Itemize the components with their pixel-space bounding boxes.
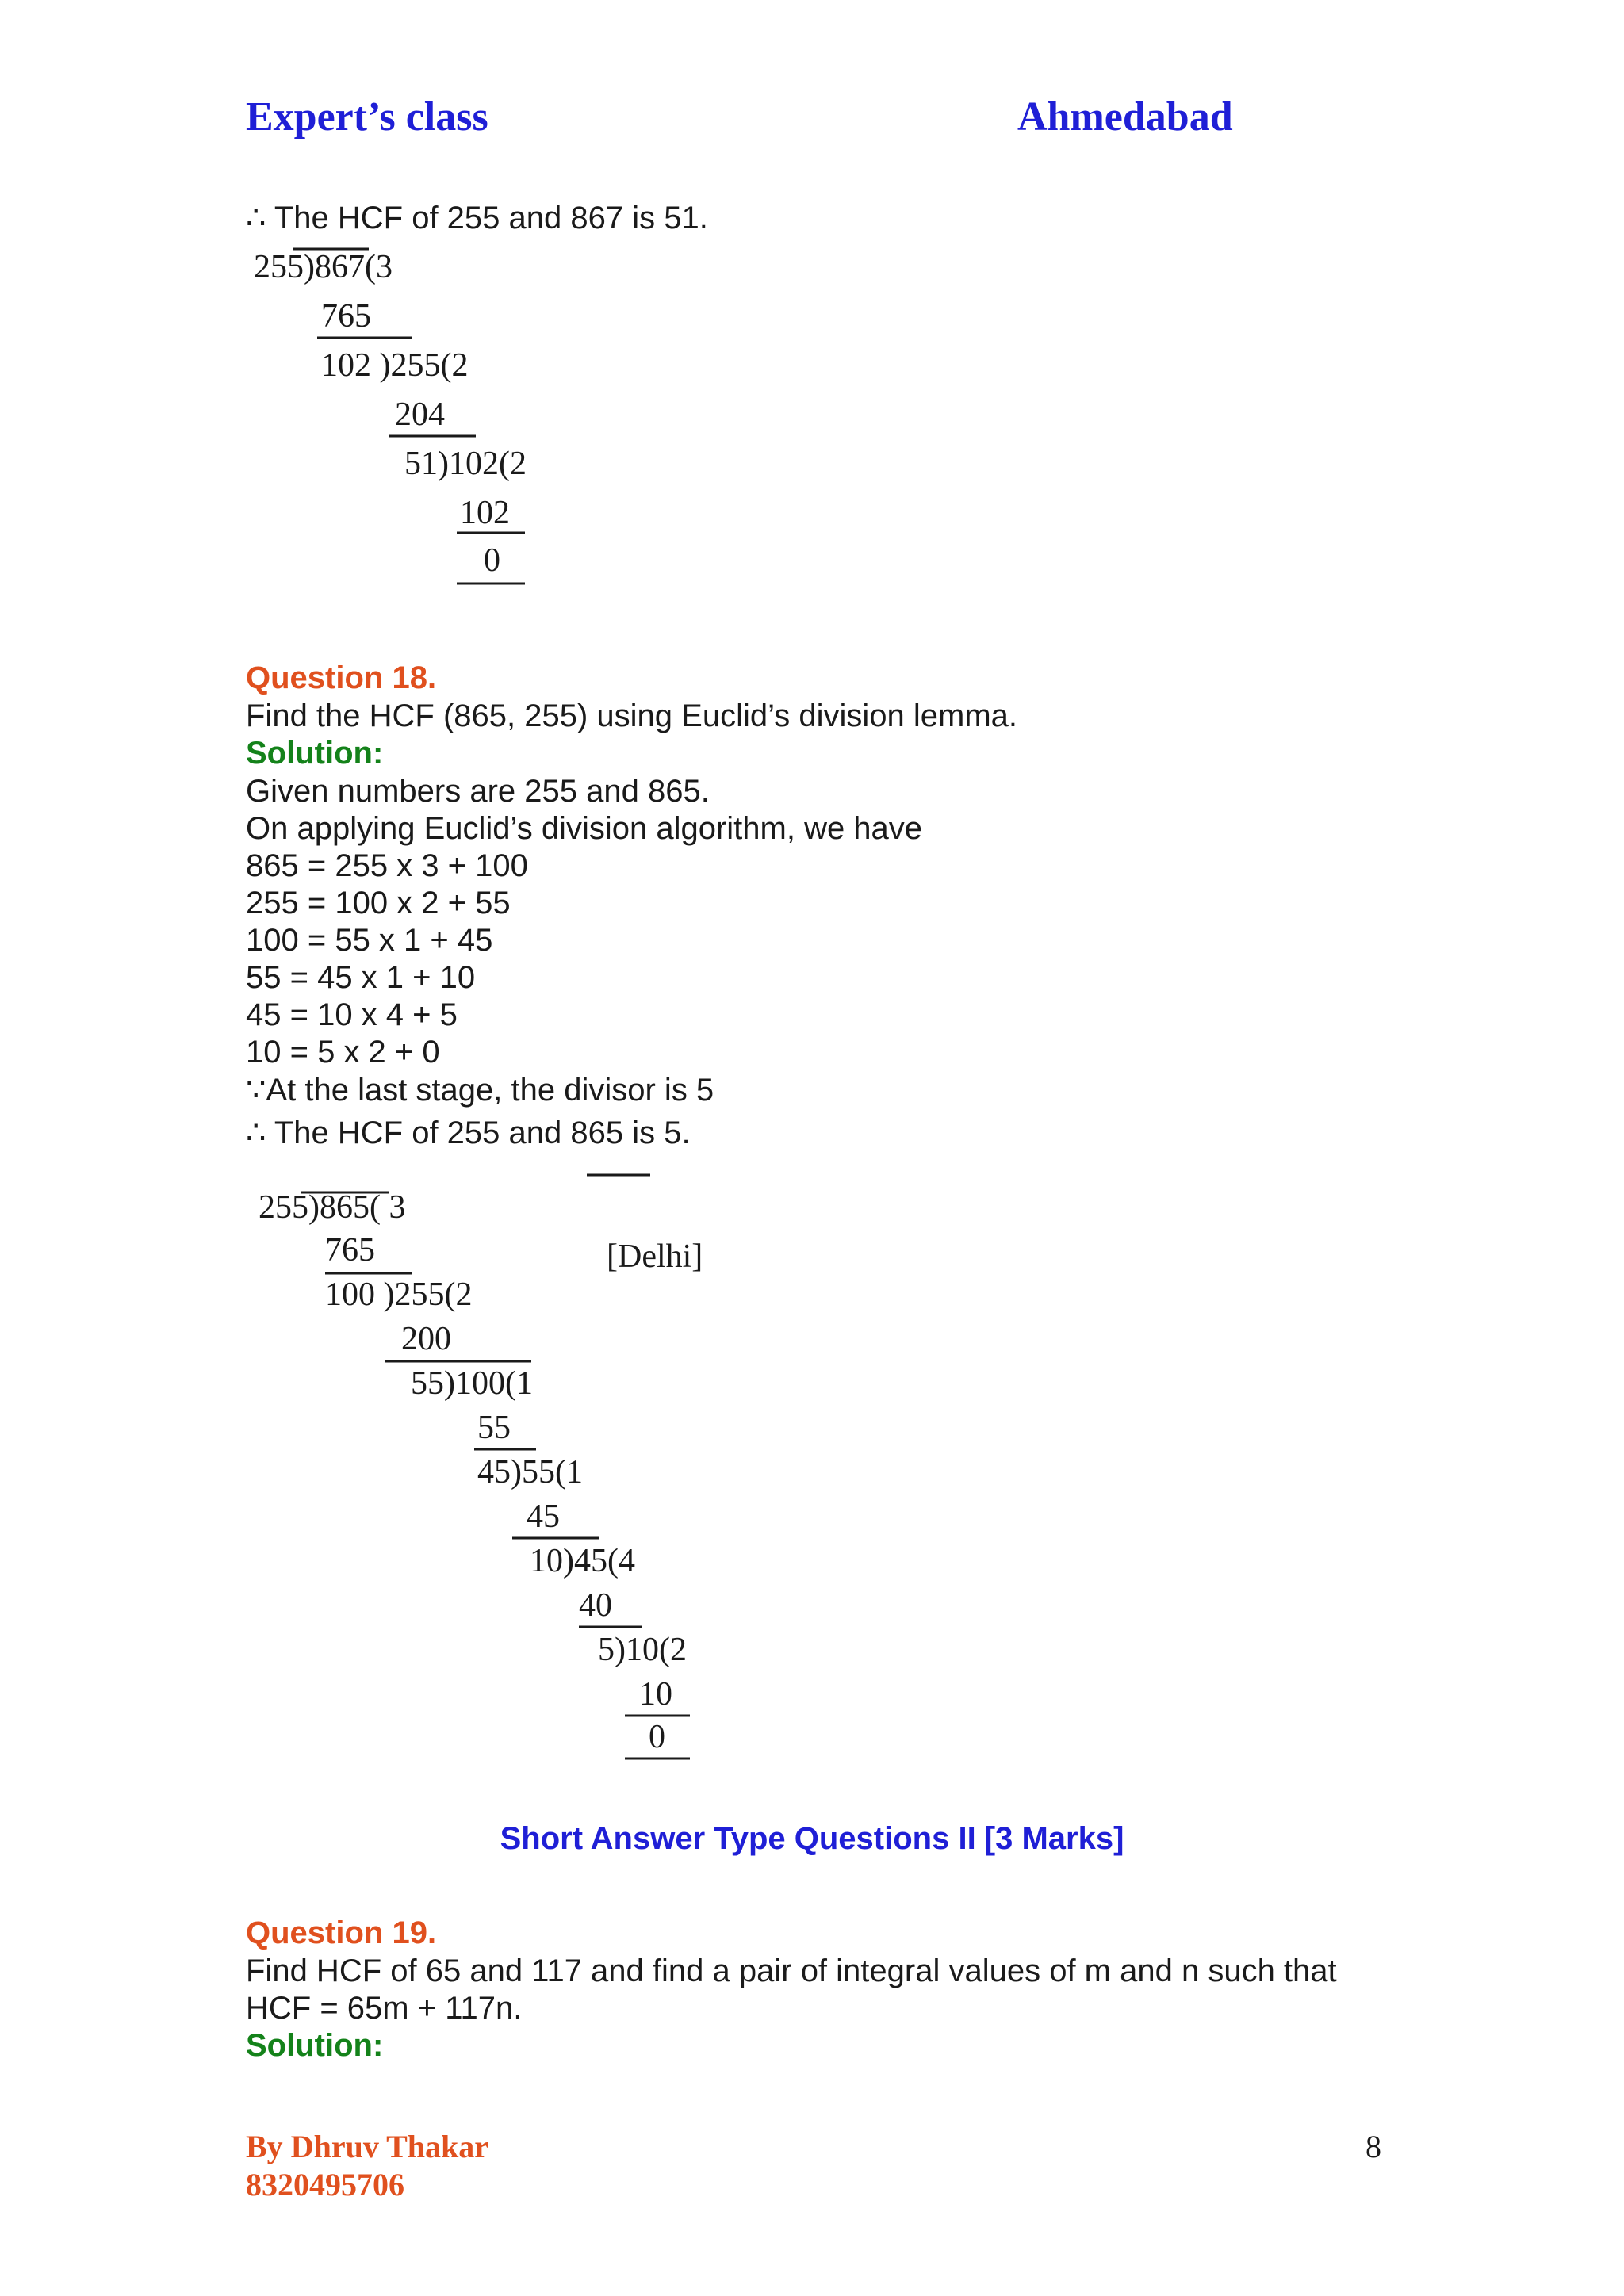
long-division-865 [246, 1165, 722, 1768]
div2-line: 40 [579, 1587, 612, 1624]
solution-18-label: Solution: [246, 736, 384, 771]
solution-18-line: Given numbers are 255 and 865. [246, 774, 710, 809]
div2-line: 0 [649, 1719, 665, 1755]
div1-line: 102 )255(2 [321, 347, 469, 384]
div1-line: 765 [321, 298, 371, 335]
div1-line: 102 [460, 495, 510, 531]
question-19-label: Question 19. [246, 1915, 437, 1950]
q17-conclusion: ∴ The HCF of 255 and 867 is 51. [246, 201, 708, 235]
long-division-867 [246, 238, 579, 610]
question-19-line: Find HCF of 65 and 117 and find a pair of integral values of m and n such that [246, 1954, 1337, 1988]
solution-18-line: ∵At the last stage, the divisor is 5 [246, 1073, 714, 1108]
solution-18-line: 865 = 255 x 3 + 100 [246, 848, 528, 883]
section-title: Short Answer Type Questions II [3 Marks] [500, 1821, 1124, 1856]
div1-line: 255)867(3 [254, 249, 393, 285]
div2-line: 200 [401, 1321, 451, 1357]
div2-line: 45)55(1 [477, 1454, 583, 1490]
header-left-title: Expert’s class [246, 94, 488, 140]
delhi-tag: [Delhi] [607, 1238, 703, 1275]
page-number: 8 [1365, 2129, 1381, 2164]
div2-line: 10 [639, 1676, 672, 1712]
div2-line: 100 )255(2 [325, 1276, 473, 1313]
div2-line: 765 [325, 1232, 375, 1269]
solution-18-conclusion: ∴ The HCF of 255 and 865 is 5. [246, 1115, 691, 1150]
solution-18-line: 55 = 45 x 1 + 10 [246, 960, 476, 995]
question-19-line: HCF = 65m + 117n. [246, 1991, 523, 2026]
solution-18-line: On applying Euclid’s division algorithm, we have [246, 811, 923, 846]
div2-line: 255)865( 3 [259, 1189, 406, 1226]
div2-line: 45 [527, 1498, 560, 1535]
solution-19-label: Solution: [246, 2028, 384, 2063]
solution-18-line: 255 = 100 x 2 + 55 [246, 886, 511, 920]
footer-author: By Dhruv Thakar [246, 2129, 489, 2164]
div1-line: 204 [395, 396, 445, 433]
div1-line: 0 [484, 542, 500, 579]
solution-18-line: 100 = 55 x 1 + 45 [246, 923, 493, 958]
solution-18-line: 10 = 5 x 2 + 0 [246, 1035, 440, 1070]
question-18-label: Question 18. [246, 660, 437, 695]
div2-line: 10)45(4 [530, 1543, 635, 1579]
div2-line: 5)10(2 [598, 1632, 687, 1668]
div2-line: 55)100(1 [411, 1365, 533, 1402]
div1-line: 51)102(2 [404, 446, 527, 482]
solution-18-line: 45 = 10 x 4 + 5 [246, 997, 458, 1032]
footer-phone: 8320495706 [246, 2167, 404, 2202]
question-18-text: Find the HCF (865, 255) using Euclid’s division lemma. [246, 698, 1018, 733]
header-right-title: Ahmedabad [1017, 94, 1233, 140]
div2-line: 55 [477, 1410, 511, 1446]
